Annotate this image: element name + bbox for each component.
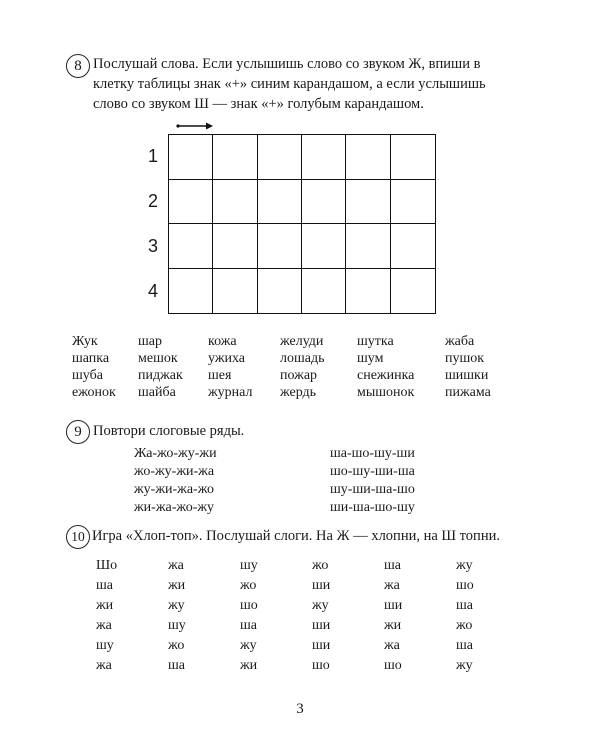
word: жердь [280, 385, 317, 400]
syllable: жу [456, 558, 473, 573]
syllable: шо [456, 578, 474, 593]
grid-cell [213, 180, 257, 225]
syllable-row: шо-шу-ши-ша [330, 464, 415, 479]
syllable: ша [384, 558, 401, 573]
word: шишки [445, 368, 489, 383]
syllable: жо [456, 618, 473, 633]
word: шея [208, 368, 232, 383]
syllable-row: жу-жи-жа-жо [134, 482, 215, 497]
task-8-number: 8 [66, 54, 90, 78]
syllable: шу [96, 638, 114, 653]
word: мешок [138, 351, 178, 366]
word: жаба [445, 334, 475, 349]
grid-cell [258, 224, 302, 269]
syllable: ши [312, 638, 331, 653]
task-9-instruction: Повтори слоговые ряды. [93, 423, 245, 439]
syllable: ша [456, 638, 473, 653]
syllable: жа [168, 558, 184, 573]
word: пушок [445, 351, 485, 366]
syllable: жи [168, 578, 186, 593]
answer-grid [168, 134, 436, 314]
syllable-rows-right [330, 445, 415, 517]
word: желуди [280, 334, 324, 349]
syllable: жо [312, 558, 329, 573]
word: шапка [72, 351, 110, 366]
word: Жук [72, 334, 98, 349]
syllable: ши [384, 598, 403, 613]
word: кожа [208, 334, 237, 349]
grid-cell [213, 269, 257, 314]
word-column-4 [280, 333, 325, 401]
syllable-column-2 [168, 556, 186, 676]
row-number-1: 1 [147, 146, 158, 166]
grid-cell [346, 135, 390, 180]
word: пижама [445, 385, 491, 400]
word-column-1 [72, 333, 116, 401]
syllable: жи [384, 618, 402, 633]
syllable: шу [240, 558, 258, 573]
grid-cell [346, 180, 390, 225]
syllable: ша [96, 578, 113, 593]
grid-cell [302, 180, 346, 225]
syllable-column-5 [384, 556, 402, 676]
word-column-3 [208, 333, 253, 401]
row-number-4: 4 [147, 281, 158, 301]
row-number-2: 2 [147, 191, 158, 211]
syllable-column-1 [96, 556, 117, 676]
syllable-column-6 [456, 556, 474, 676]
task-8-line-1: Послушай слова. Если услышишь слово со звуком Ж, впиши в [93, 56, 481, 72]
word: шайба [138, 385, 176, 400]
word: шар [138, 334, 162, 349]
grid-cell [391, 180, 435, 225]
syllable: ши [312, 618, 331, 633]
syllable-row: шу-ши-ша-шо [330, 482, 415, 497]
word-column-2 [138, 333, 183, 401]
word: ужиха [208, 351, 246, 366]
word: снежинка [357, 368, 415, 383]
task-10-number: 10 [66, 525, 90, 549]
syllable: шо [312, 658, 330, 673]
grid-cell [169, 269, 213, 314]
syllable: жу [456, 658, 473, 673]
syllable-row: ша-шо-шу-ши [330, 446, 415, 461]
syllable: Шо [96, 558, 118, 573]
syllable: жо [240, 578, 257, 593]
syllable-row: ши-ша-шо-шу [330, 500, 415, 515]
grid-cell [346, 269, 390, 314]
syllable: жа [384, 578, 400, 593]
syllable: ша [456, 598, 473, 613]
task-8-line-2: клетку таблицы знак «+» синим карандашом, а если услышишь [93, 76, 486, 92]
task-8-line-3: слово со звуком Ш — знак «+» голубым карандашом. [93, 96, 424, 112]
syllable: ши [312, 578, 331, 593]
grid-cell [258, 180, 302, 225]
syllable: жи [96, 598, 114, 613]
syllable-row: Жа-жо-жу-жи [134, 446, 217, 461]
word: пиджак [138, 368, 183, 383]
syllable: шо [240, 598, 258, 613]
syllable: жа [96, 658, 112, 673]
syllable-row: жи-жа-жо-жу [134, 500, 215, 515]
grid-cell [346, 224, 390, 269]
row-number-3: 3 [147, 236, 158, 256]
word: пожар [280, 368, 318, 383]
syllable: жу [312, 598, 329, 613]
word: ежонок [72, 385, 116, 400]
task-9-number: 9 [66, 420, 90, 444]
grid-cell [391, 269, 435, 314]
syllable-rows-left [134, 445, 217, 517]
word: лошадь [280, 351, 325, 366]
grid-cell [302, 269, 346, 314]
grid-cell [258, 269, 302, 314]
word: шутка [357, 334, 394, 349]
grid-cell [213, 224, 257, 269]
grid-cell [169, 180, 213, 225]
grid-cell [258, 135, 302, 180]
syllable-row: жо-жу-жи-жа [134, 464, 215, 479]
syllable: жо [168, 638, 185, 653]
syllable: шо [384, 658, 402, 673]
syllable: жа [96, 618, 112, 633]
syllable: ша [168, 658, 185, 673]
syllable: жу [240, 638, 257, 653]
grid-cell [169, 135, 213, 180]
grid-cell [169, 224, 213, 269]
word: шуба [72, 368, 103, 383]
syllable-column-4 [312, 556, 330, 676]
word: мышонок [357, 385, 415, 400]
right-arrow-icon [175, 121, 215, 131]
word: журнал [208, 385, 253, 400]
task-10-instruction: Игра «Хлоп-топ». Послушай слоги. На Ж — хлопни, на Ш топни. [92, 528, 500, 544]
word-column-5 [357, 333, 414, 401]
syllable: жу [168, 598, 185, 613]
syllable-column-3 [240, 556, 258, 676]
syllable: шу [168, 618, 186, 633]
grid-cell [302, 135, 346, 180]
page-number: 3 [296, 701, 304, 717]
word-column-6 [445, 333, 491, 401]
grid-cell [213, 135, 257, 180]
word: шум [357, 351, 384, 366]
grid-cell [391, 135, 435, 180]
syllable: жи [240, 658, 258, 673]
grid-cell [391, 224, 435, 269]
grid-cell [302, 224, 346, 269]
syllable: жа [384, 638, 400, 653]
syllable: ша [240, 618, 257, 633]
